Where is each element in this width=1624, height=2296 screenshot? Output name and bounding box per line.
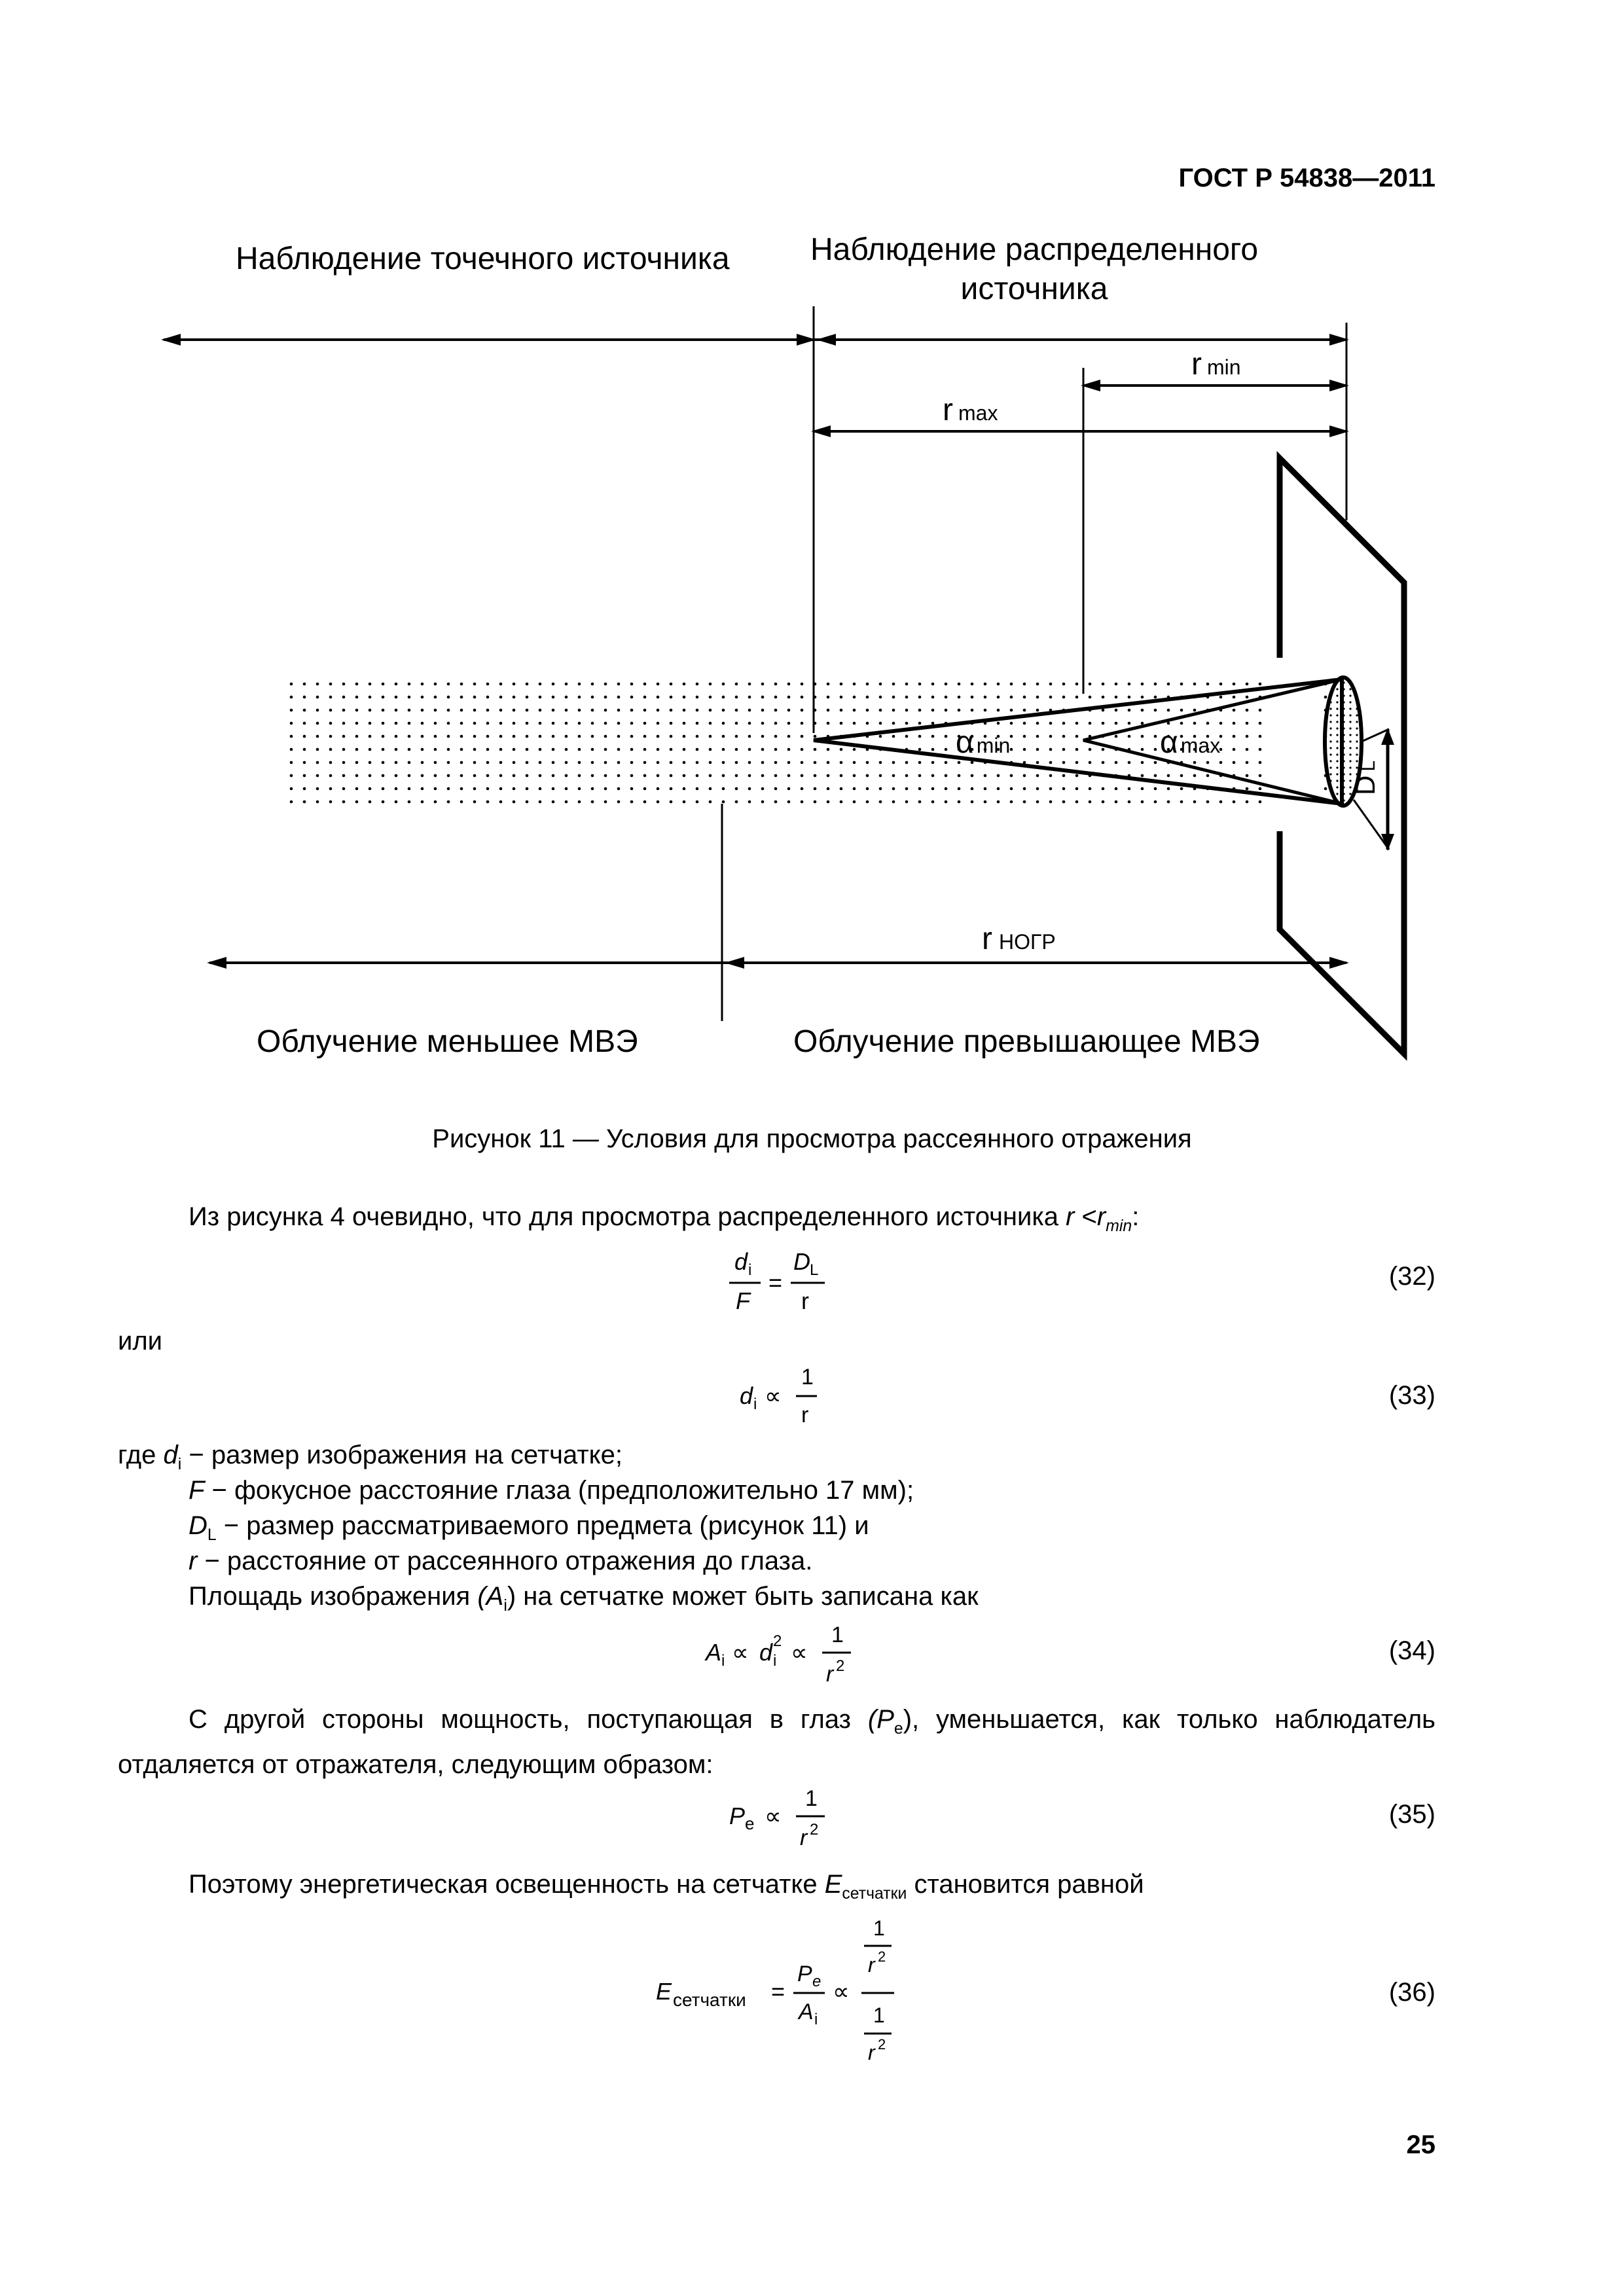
def-dl-d: D [189,1511,208,1540]
eq33-r: r [801,1403,809,1427]
eq33-one: 1 [801,1365,814,1390]
power-paragraph [118,1702,1435,1782]
equation-35 [720,1777,838,1869]
dl-label-base: D [1350,775,1380,795]
eq35-r: r [800,1825,808,1850]
dl-label-sub: L [1358,760,1379,772]
area-text-1: Площадь изображения [189,1582,478,1611]
eq34-sq2: 2 [836,1657,845,1675]
intro-cond-r: r [1066,1202,1075,1231]
rnohd-label [982,922,1056,956]
eq35-e: e [745,1814,755,1833]
eq36-P: P [797,1962,812,1986]
rmax-label-base: r [943,393,953,427]
eq36-one-top: 1 [873,1916,885,1940]
eq36-equals: = [771,1978,785,2005]
intro-cond-lt: < [1074,1202,1097,1231]
rmin-label-sub: min [1206,355,1241,379]
eq32-d: d [734,1248,748,1275]
eq33-i: i [753,1395,757,1413]
eq35-prop: ∝ [765,1803,782,1829]
equation-number-33: (33) [1388,1381,1435,1410]
def-r-symbol: r [189,1547,198,1575]
eq32-r: r [801,1287,809,1314]
power-e: e [893,1720,903,1738]
eq32-L: L [810,1261,819,1279]
or-text: или [118,1327,163,1355]
intro-text: Из рисунка 4 очевидно, что для просмотра распределенного источника [189,1202,1058,1231]
eq34-one: 1 [831,1623,844,1647]
arrow-point-source-head-left [161,334,181,346]
def-r-text: − расстояние от рассеянного отражения до глаза. [197,1547,813,1575]
eq34-i1: i [721,1652,725,1670]
label-exposure-above-mpe: Облучение превышающее МВЭ [793,1024,1260,1059]
def-di-d: d [163,1441,178,1469]
arrow-below-mpe-head-left [207,957,226,969]
rmax-label-sub: max [958,401,998,425]
equation-number-36: (36) [1388,1978,1435,2007]
def-f-text: − фокусное расстояние глаза (предположительно 17 мм); [204,1476,914,1505]
equation-number-32: (32) [1388,1262,1435,1291]
label-point-source: Наблюдение точечного источника [236,242,730,276]
eq36-one-bottom: 1 [873,2003,885,2027]
equation-36 [648,1908,923,2078]
figure-caption: Рисунок 11 — Условия для просмотра рассеянного отражения [432,1124,1192,1153]
eq34-sq1: 2 [773,1632,782,1650]
eq32-equals: = [768,1269,783,1296]
irr-text-2: становится равной [907,1870,1144,1899]
eq35-sq: 2 [810,1821,819,1839]
document-header: ГОСТ Р 54838—2011 [1178,164,1435,192]
area-text-2: на сетчатке может быть записана как [516,1582,979,1611]
eq33-prop: ∝ [765,1382,782,1409]
power-text-2: , уменьшается, как только наблюдатель отдаляется от отражателя, следующим образом: [118,1705,1436,1779]
alpha-max-symbol: α [1160,725,1178,760]
rmin-label-base: r [1191,347,1202,382]
equation-number-35: (35) [1388,1800,1435,1829]
irr-text-1: Поэтому энергетическая освещенность на сетчатке [189,1870,825,1899]
area-a: A [486,1582,504,1611]
page-number: 25 [1406,2130,1435,2159]
area-paren-close: ) [507,1582,516,1611]
area-i: i [503,1597,507,1615]
intro-cond-rmin-sub: min [1106,1217,1132,1235]
eq33-d: d [740,1382,753,1409]
eq35-P: P [729,1803,746,1829]
where-prefix: где [118,1441,156,1469]
rnohd-label-base: r [982,922,992,956]
label-extended-source-line1: Наблюдение распределенного [810,232,1259,267]
label-extended-source-line2: источника [960,272,1108,306]
eq34-d: d [759,1639,773,1666]
eq36-A: A [799,2000,814,2024]
power-paren-open: ( [867,1705,877,1734]
eq35-one: 1 [805,1786,818,1811]
eq36-sq-bottom: 2 [878,2036,886,2053]
eq36-r-top: r [868,1953,875,1977]
irr-retina: сетчатки [842,1885,907,1903]
irr-e: E [824,1870,842,1899]
definition-f [189,1473,914,1508]
eq36-prop: ∝ [833,1978,850,2005]
irradiance-paragraph [189,1867,1144,1912]
def-di-text: − размер изображения на сетчатке; [181,1441,623,1469]
diffuse-reflection-diagram [0,0,1624,1113]
def-di-i: i [177,1456,182,1473]
intro-end: : [1132,1202,1140,1231]
alpha-min-symbol: α [956,725,974,760]
eq36-r-bottom: r [868,2041,875,2064]
power-p: P [876,1705,894,1734]
area-paren-open: ( [477,1582,486,1611]
eq36-sq-top: 2 [878,1948,886,1965]
equation-32 [720,1244,851,1322]
arrow-extended-source-head-left [816,334,836,346]
equation-34 [700,1613,871,1705]
alpha-min-sub: min [976,734,1011,757]
eq36-retina: сетчатки [673,1990,746,2010]
intro-cond-rmin: r [1096,1202,1106,1231]
intro-paragraph [189,1199,1139,1244]
def-f-symbol: F [189,1476,205,1505]
equation-33 [733,1358,831,1437]
rnohd-label-sub: НОГР [998,930,1056,954]
eq32-F: F [736,1287,750,1314]
definition-r [189,1543,812,1579]
eq32-D: D [793,1248,810,1275]
def-dl-text: − размер рассматриваемого предмета (рисунок 11) и [216,1511,869,1540]
eq34-r: r [826,1662,834,1687]
power-paren-close: ) [903,1705,912,1734]
def-dl-l: L [207,1526,217,1544]
rmax-label [943,393,998,427]
eq32-i: i [748,1261,752,1279]
power-text-1: С другой стороны мощность, поступающая в глаз [189,1705,868,1734]
arrow-nohd-head-left [725,957,744,969]
eq36-e: e [812,1973,821,1990]
eq36-i: i [814,2011,818,2028]
alpha-max-sub: max [1180,734,1221,757]
eq34-prop2: ∝ [791,1639,808,1666]
eq34-A: A [706,1639,722,1666]
eq36-E: E [656,1978,672,2005]
rmin-label [1191,347,1241,382]
eq34-prop1: ∝ [732,1639,749,1666]
equation-number-34: (34) [1388,1636,1435,1665]
eq34-i2: i [773,1652,777,1670]
label-exposure-below-mpe: Облучение меньшее МВЭ [257,1024,638,1059]
